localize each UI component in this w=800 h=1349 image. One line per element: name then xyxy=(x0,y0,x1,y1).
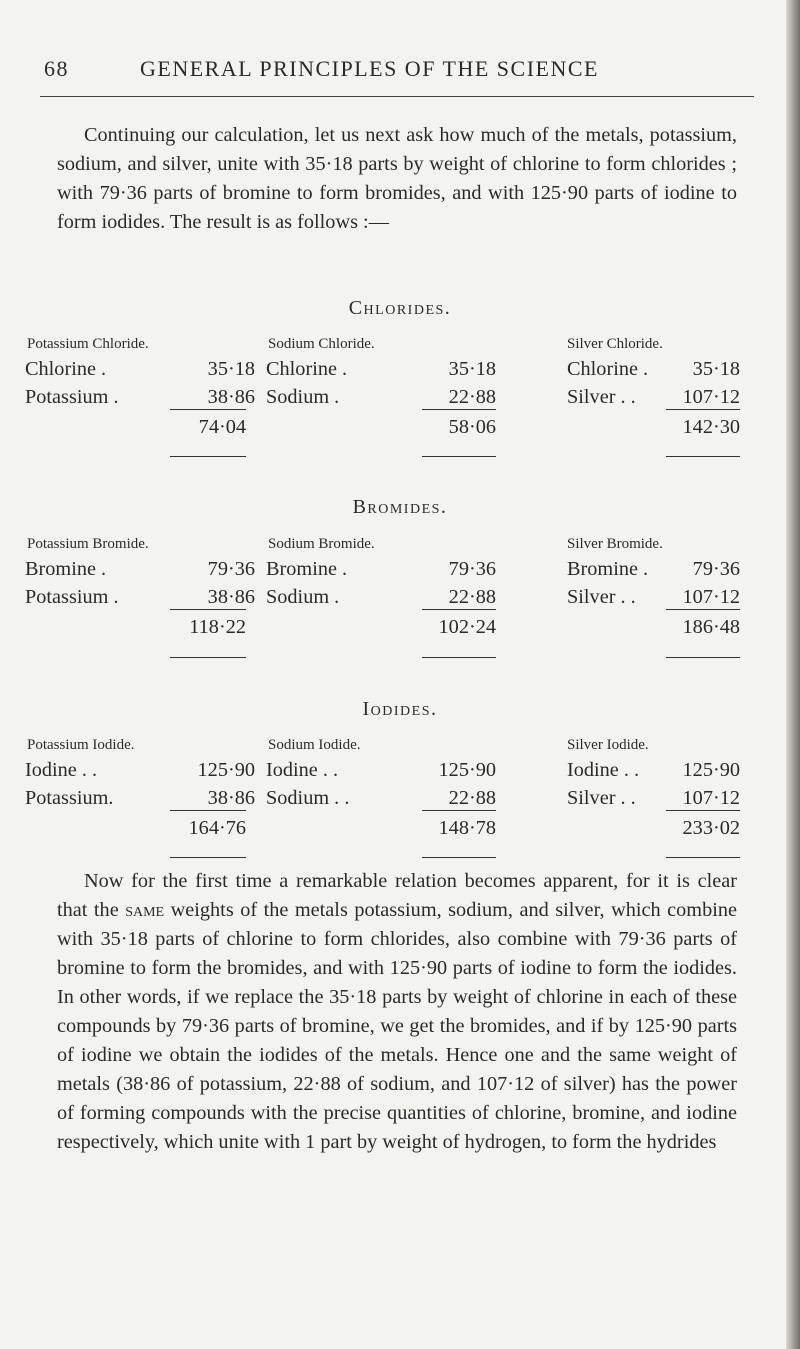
sum-rule xyxy=(666,456,740,457)
element-label: Iodine . . xyxy=(567,759,640,781)
element-value: 107·12 xyxy=(682,787,740,809)
total-value: 164·76 xyxy=(188,817,246,839)
section-title-bromides: Bromides. xyxy=(352,496,448,518)
total-value: 148·78 xyxy=(438,817,496,839)
element-label: Silver . . xyxy=(567,586,636,608)
table-row xyxy=(266,358,496,386)
element-label: Chlorine . xyxy=(266,358,348,380)
conclusion-text-rest: weights of the metals potassium, sodium, and silver, which combine with 35·18 parts of chlorine to form chlorides, also combine with 79·36 parts of bromine to form the bromides, and with 125·90 parts of iodine to form the iodides. In other words, if we replace the 35·18 parts by weight of chlorine in each of these compounds by 79·36 parts of bromine, we get the bromides, and if by 125·90 parts of iodine we obtain the iodides of the metals. Hence one and the same weight of metals (38·86 of potassium, 22·88 of sodium, and 107·12 of silver) has the power of forming compounds with the precise quantities of chlorine, bromine, and iodine respectively, which unite with 1 part by weight of hydrogen, to form the hydrides xyxy=(57,899,737,1153)
element-value: 38·86 xyxy=(207,586,255,608)
page-header xyxy=(44,56,744,92)
total-value: 58·06 xyxy=(448,416,496,438)
sum-rule xyxy=(170,657,246,658)
element-label: Silver . . xyxy=(567,386,636,408)
compound-potassium-iodide xyxy=(25,737,255,815)
sum-rule xyxy=(422,657,496,658)
sum-rule xyxy=(170,456,246,457)
total-value: 74·04 xyxy=(198,416,246,438)
element-label: Bromine . xyxy=(567,558,649,580)
sum-rule xyxy=(422,857,496,858)
total-value: 233·02 xyxy=(682,817,740,839)
compound-sodium-bromide xyxy=(266,536,496,614)
element-label: Bromine . xyxy=(25,558,107,580)
element-label: Iodine . . xyxy=(25,759,98,781)
compound-heading: Sodium Bromide. xyxy=(268,536,375,552)
element-value: 125·90 xyxy=(197,759,255,781)
compound-heading: Potassium Bromide. xyxy=(27,536,149,552)
sum-rule xyxy=(170,857,246,858)
compound-potassium-bromide xyxy=(25,536,255,614)
section-title-chlorides: Chlorides. xyxy=(348,297,452,319)
sum-rule xyxy=(666,657,740,658)
element-value: 22·88 xyxy=(448,787,496,809)
sum-rule xyxy=(170,609,246,610)
element-value: 79·36 xyxy=(448,558,496,580)
compound-heading: Sodium Iodide. xyxy=(268,737,361,753)
element-value: 38·86 xyxy=(207,386,255,408)
sum-rule xyxy=(666,810,740,811)
compound-heading: Potassium Chloride. xyxy=(27,336,149,352)
element-value: 22·88 xyxy=(448,586,496,608)
table-row xyxy=(510,358,740,386)
sum-rule xyxy=(666,857,740,858)
sum-rule xyxy=(422,456,496,457)
element-label: Bromine . xyxy=(266,558,348,580)
element-value: 35·18 xyxy=(207,358,255,380)
sum-rule xyxy=(422,810,496,811)
section-title-iodides: Iodides. xyxy=(362,698,438,720)
element-value: 38·86 xyxy=(207,787,255,809)
compound-heading: Potassium Iodide. xyxy=(27,737,135,753)
emphasis-same: same xyxy=(125,899,165,921)
header-rule xyxy=(40,96,754,97)
total-value: 186·48 xyxy=(682,616,740,638)
element-label: Potassium . xyxy=(25,586,119,608)
element-value: 79·36 xyxy=(692,558,740,580)
total-value: 142·30 xyxy=(682,416,740,438)
compound-silver-chloride xyxy=(510,336,740,414)
total-value: 102·24 xyxy=(438,616,496,638)
page-edge-shadow xyxy=(786,0,800,1349)
compound-sodium-chloride xyxy=(266,336,496,414)
element-label: Sodium . xyxy=(266,386,340,408)
table-row xyxy=(266,759,496,787)
element-label: Sodium . xyxy=(266,586,340,608)
table-row xyxy=(25,759,255,787)
page-number: 68 xyxy=(44,56,69,81)
element-label: Chlorine . xyxy=(567,358,649,380)
compound-sodium-iodide xyxy=(266,737,496,815)
element-value: 125·90 xyxy=(682,759,740,781)
running-head: GENERAL PRINCIPLES OF THE SCIENCE xyxy=(140,56,599,81)
table-row xyxy=(25,558,255,586)
element-label: Chlorine . xyxy=(25,358,107,380)
conclusion-paragraph xyxy=(57,867,737,1157)
compound-heading: Sodium Chloride. xyxy=(268,336,375,352)
table-row xyxy=(266,558,496,586)
element-label: Potassium . xyxy=(25,386,119,408)
element-label: Silver . . xyxy=(567,787,636,809)
compound-heading: Silver Iodide. xyxy=(567,737,649,753)
conclusion-text-start: Now for the first time a remarkable relation becomes apparent, for it is clear that the xyxy=(57,870,737,921)
element-value: 107·12 xyxy=(682,386,740,408)
intro-paragraph: Continuing our calculation, let us next ask how much of the metals, potassium, sodium, and silver, unite with 35·18 parts by weight of chlorine to form chlorides ; with 79·36 parts of bromine to form bromides, and with 125·90 parts of iodine to form iodides. The result is as follows :— xyxy=(57,124,737,233)
element-label: Sodium . . xyxy=(266,787,350,809)
compound-potassium-chloride xyxy=(25,336,255,414)
sum-rule xyxy=(170,810,246,811)
table-row xyxy=(510,558,740,586)
element-value: 35·18 xyxy=(692,358,740,380)
table-row xyxy=(25,358,255,386)
sum-rule xyxy=(422,609,496,610)
element-value: 107·12 xyxy=(682,586,740,608)
compound-silver-bromide xyxy=(510,536,740,614)
sum-rule xyxy=(666,409,740,410)
compound-heading: Silver Chloride. xyxy=(567,336,663,352)
element-value: 22·88 xyxy=(448,386,496,408)
element-label: Potassium. xyxy=(25,787,114,809)
element-value: 35·18 xyxy=(448,358,496,380)
sum-rule xyxy=(666,609,740,610)
table-row xyxy=(510,759,740,787)
element-value: 125·90 xyxy=(438,759,496,781)
sum-rule xyxy=(422,409,496,410)
element-value: 79·36 xyxy=(207,558,255,580)
compound-silver-iodide xyxy=(510,737,740,815)
compound-heading: Silver Bromide. xyxy=(567,536,663,552)
total-value: 118·22 xyxy=(189,616,246,638)
element-label: Iodine . . xyxy=(266,759,339,781)
sum-rule xyxy=(170,409,246,410)
